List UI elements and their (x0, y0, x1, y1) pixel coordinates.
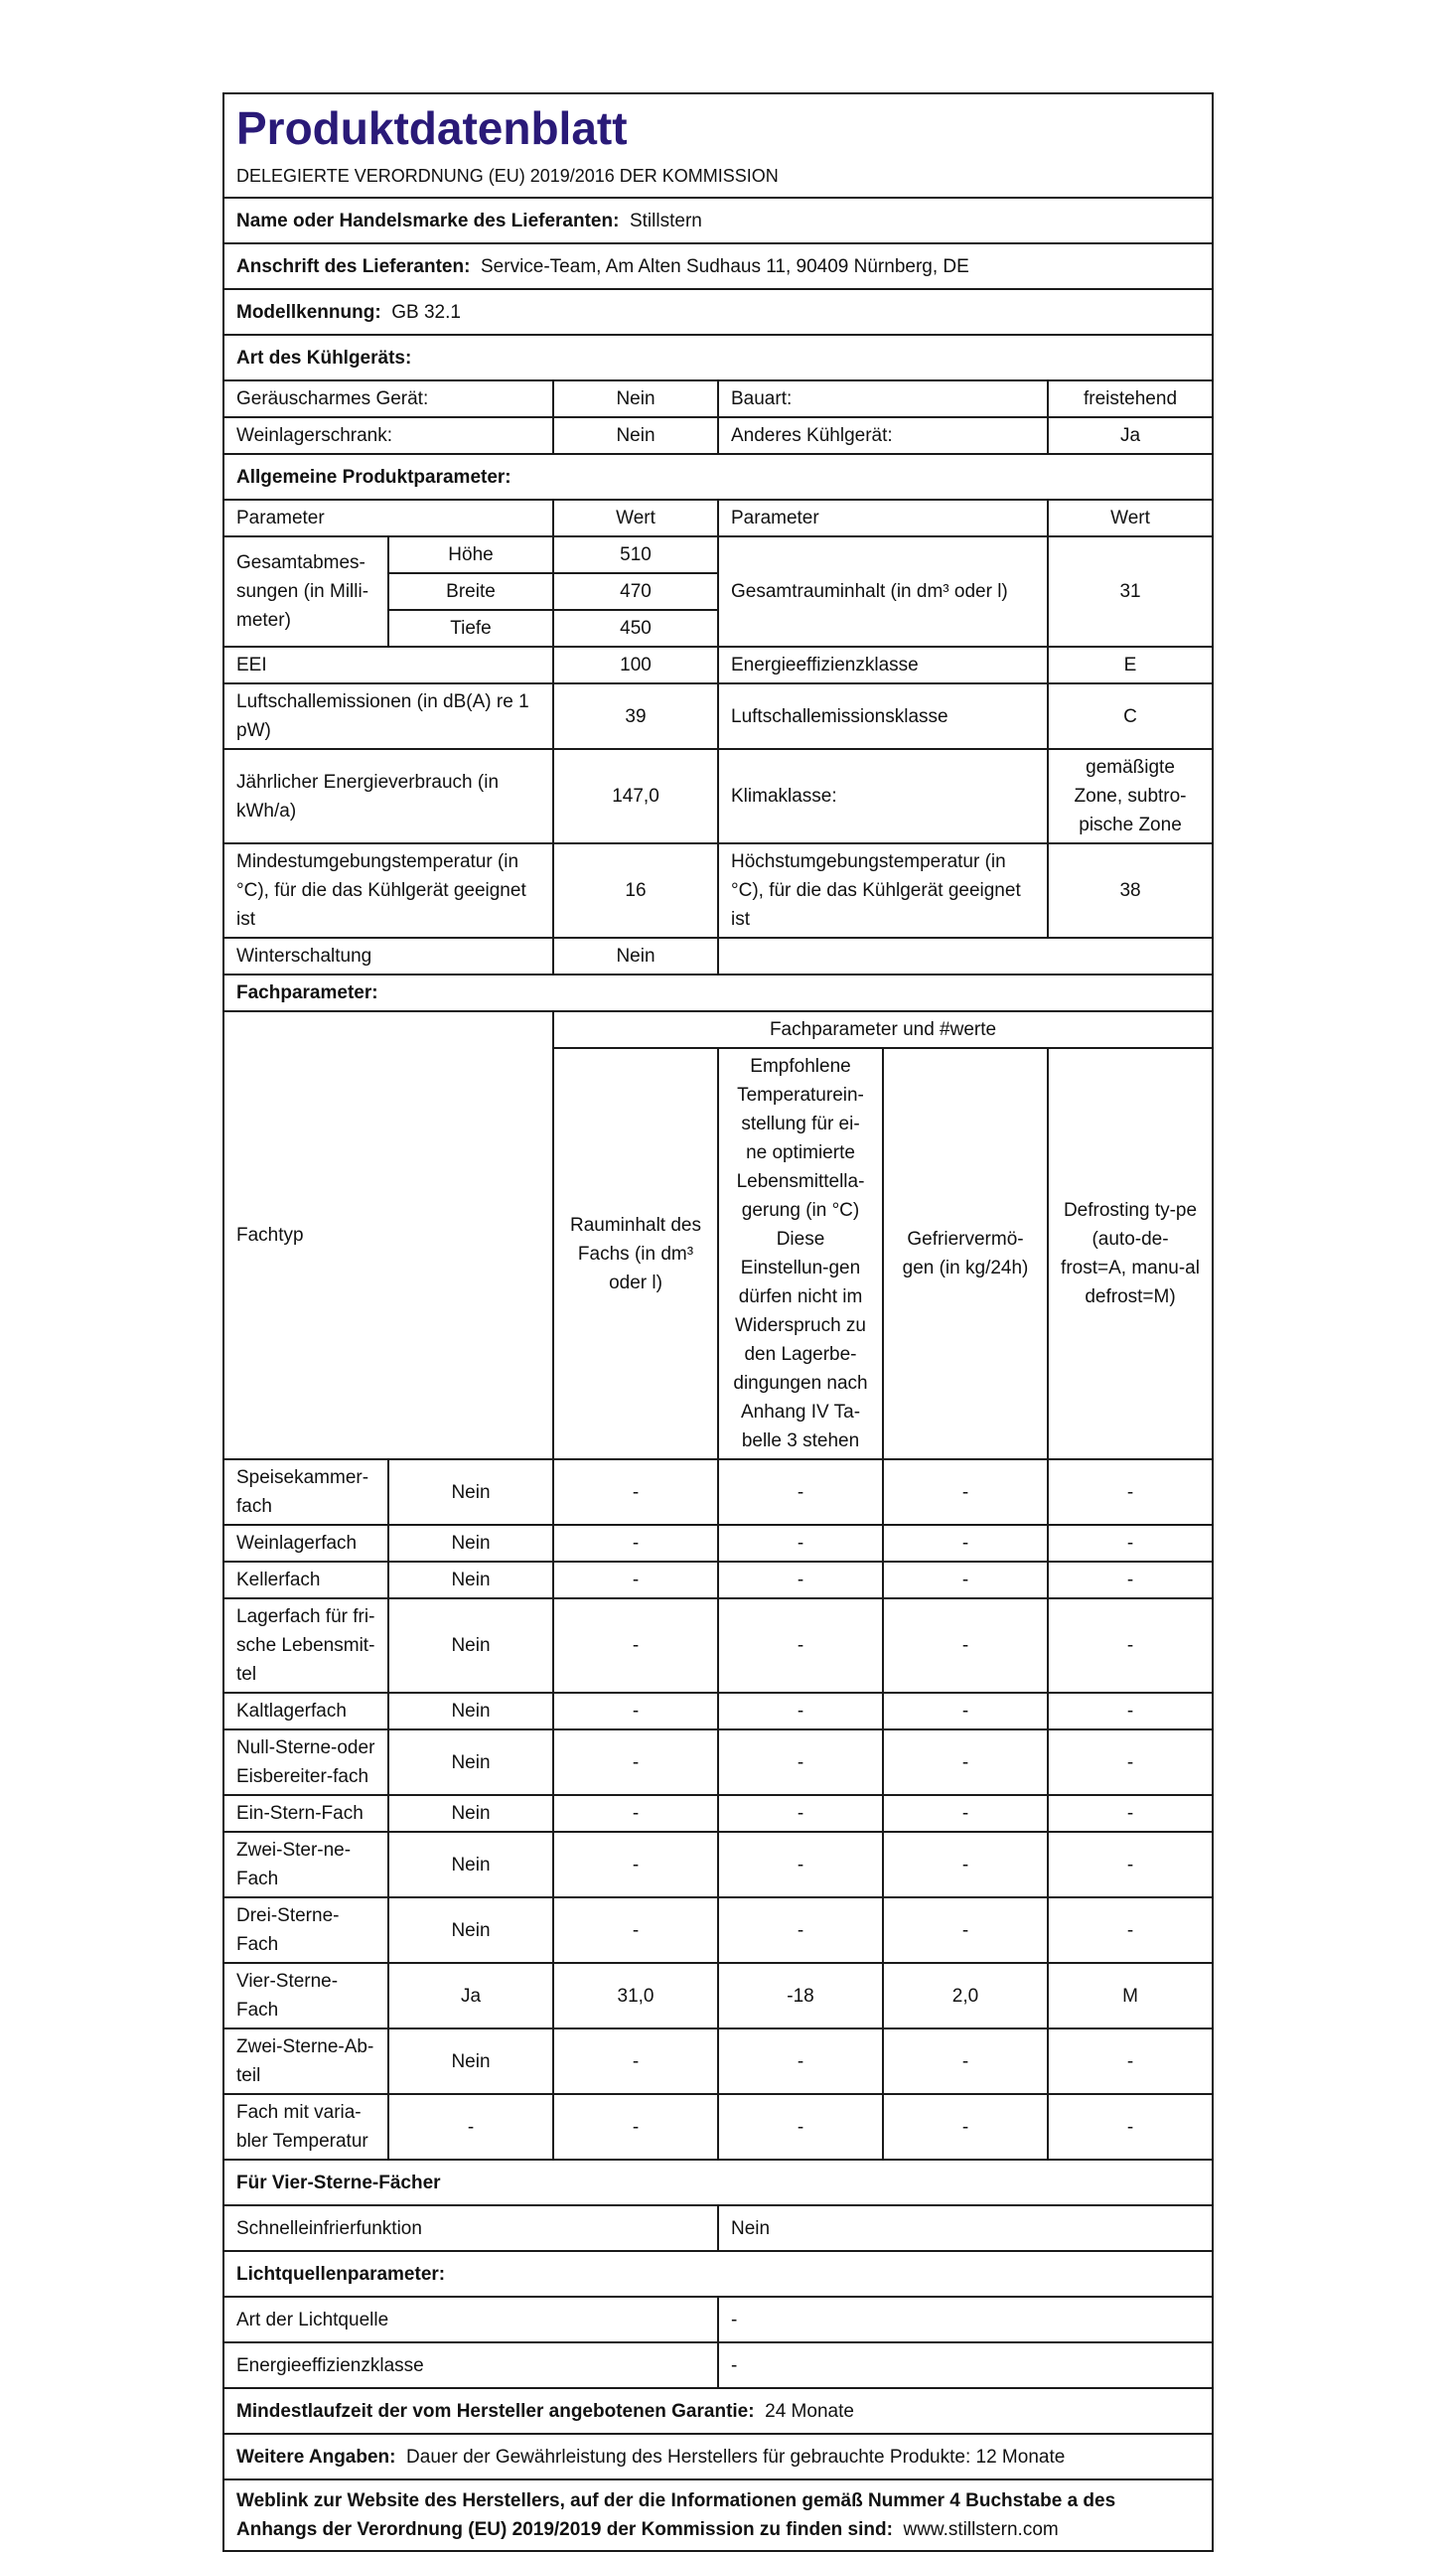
compartment-defrost: - (1048, 1897, 1213, 1963)
compartment-temp: - (718, 1897, 883, 1963)
weblink-value[interactable]: www.stillstern.com (903, 2519, 1059, 2540)
compartment-freeze: - (883, 1832, 1048, 1897)
dimension-value: 470 (553, 573, 718, 610)
compartment-temp-header: Empfohlene Temperaturein-stellung für ei-ne optimierte Lebensmittella-gerung (in °C) Diese Einstellun-gen dürfen nicht im Widerspruch zu den Lagerbe-dingungen nach Anhang IV Ta-belle 3 stehen (718, 1048, 883, 1459)
warranty-value: 24 Monate (765, 2400, 854, 2422)
compartment-temp: - (718, 1562, 883, 1598)
table-row (223, 749, 1213, 843)
compartment-section-row (223, 975, 1213, 1011)
table-header-row (223, 500, 1213, 536)
table-row (223, 1897, 1213, 1963)
compartment-name: Zwei-Ster-ne-Fach (223, 1832, 388, 1897)
table-row (223, 1598, 1213, 1693)
compartment-defrost: - (1048, 1598, 1213, 1693)
total-volume-label: Gesamtrauminhalt (in dm³ oder l) (718, 536, 1048, 647)
noise-emission-label: Luftschallemissionen (in dB(A) re 1 pW) (223, 683, 553, 749)
compartment-defrost: - (1048, 1729, 1213, 1795)
table-row (223, 1562, 1213, 1598)
compartment-params-heading: Fachparameter: (223, 975, 1213, 1011)
subtitle-row (223, 159, 1213, 198)
compartment-temp: - (718, 1693, 883, 1729)
compartment-volume: - (553, 1459, 718, 1525)
table-row (223, 1693, 1213, 1729)
light-class-label: Energieeffizienzklasse (223, 2342, 718, 2388)
min-ambient-temp-value: 16 (553, 843, 718, 938)
param-col-header: Parameter (718, 500, 1048, 536)
light-section-row (223, 2251, 1213, 2297)
page-title: Produktdatenblatt (223, 93, 1213, 159)
compartment-freeze: - (883, 1459, 1048, 1525)
compartment-defrost: - (1048, 1795, 1213, 1832)
table-row (223, 1525, 1213, 1562)
compartment-temp: - (718, 1795, 883, 1832)
compartment-name: Fach mit varia-bler Temperatur (223, 2094, 388, 2160)
appliance-type-section-row (223, 335, 1213, 380)
compartment-temp: - (718, 1729, 883, 1795)
compartment-temp: - (718, 1525, 883, 1562)
title-row (223, 93, 1213, 159)
noise-emission-value: 39 (553, 683, 718, 749)
supplier-name-value: Stillstern (629, 210, 702, 231)
wine-cabinet-label: Weinlagerschrank: (223, 417, 553, 454)
table-row (223, 843, 1213, 938)
compartment-defrost: M (1048, 1963, 1213, 2028)
compartment-name: Null-Sterne-oder Eisbereiter-fach (223, 1729, 388, 1795)
compartment-defrost: - (1048, 1459, 1213, 1525)
compartment-volume: - (553, 1562, 718, 1598)
product-data-sheet (222, 92, 1212, 2552)
compartment-present: Nein (388, 1598, 553, 1693)
compartment-temp: -18 (718, 1963, 883, 2028)
table-row (223, 2028, 1213, 2094)
compartment-defrost: - (1048, 1693, 1213, 1729)
light-params-heading: Lichtquellenparameter: (223, 2251, 1213, 2297)
compartment-present: Nein (388, 1897, 553, 1963)
annual-energy-value: 147,0 (553, 749, 718, 843)
compartment-freeze: - (883, 1729, 1048, 1795)
climate-class-label: Klimaklasse: (718, 749, 1048, 843)
supplier-name-row (223, 198, 1213, 243)
other-appliance-value: Ja (1048, 417, 1213, 454)
compartment-volume: - (553, 1832, 718, 1897)
value-col-header: Wert (1048, 500, 1213, 536)
low-noise-label: Geräuscharmes Gerät: (223, 380, 553, 417)
compartment-freeze: - (883, 1525, 1048, 1562)
compartment-name: Ein-Stern-Fach (223, 1795, 388, 1832)
table-row (223, 417, 1213, 454)
dimension-name: Tiefe (388, 610, 553, 647)
table-row (223, 380, 1213, 417)
compartment-present: - (388, 2094, 553, 2160)
compartment-present: Nein (388, 1562, 553, 1598)
compartment-temp: - (718, 2028, 883, 2094)
general-params-section-row (223, 454, 1213, 500)
compartment-name: Weinlagerfach (223, 1525, 388, 1562)
compartment-volume: - (553, 1897, 718, 1963)
compartment-volume: - (553, 2028, 718, 2094)
compartment-present: Nein (388, 1729, 553, 1795)
compartment-defrost: - (1048, 2028, 1213, 2094)
dimension-name: Breite (388, 573, 553, 610)
compartment-freeze: - (883, 1795, 1048, 1832)
compartment-group-header: Fachparameter und #werte (553, 1011, 1213, 1048)
design-type-label: Bauart: (718, 380, 1048, 417)
min-ambient-temp-label: Mindestumgebungstemperatur (in °C), für die das Kühlgerät geeignet ist (223, 843, 553, 938)
compartment-volume-header: Rauminhalt des Fachs (in dm³ oder l) (553, 1048, 718, 1459)
compartment-type-header: Fachtyp (223, 1011, 553, 1459)
compartment-volume: - (553, 1598, 718, 1693)
table-row (223, 938, 1213, 975)
compartment-present: Nein (388, 1459, 553, 1525)
value-col-header: Wert (553, 500, 718, 536)
compartment-name: Vier-Sterne-Fach (223, 1963, 388, 2028)
weblink-label: Weblink zur Website des Herstellers, auf der die Informationen gemäß Nummer 4 Buchstabe a des Anhangs der Verordnung (EU) 2019/2019 der Kommission zu finden sind: (236, 2490, 1116, 2540)
weblink-row (223, 2479, 1213, 2551)
compartment-temp: - (718, 1832, 883, 1897)
compartment-defrost-header: Defrosting ty-pe (auto-de-frost=A, manu-al defrost=M) (1048, 1048, 1213, 1459)
compartment-present: Nein (388, 1525, 553, 1562)
warranty-label: Mindestlaufzeit der vom Hersteller angebotenen Garantie: (236, 2400, 755, 2422)
light-type-value: - (718, 2297, 1213, 2342)
compartment-present: Ja (388, 1963, 553, 2028)
energy-class-label: Energieeffizienzklasse (718, 647, 1048, 683)
quick-freeze-value: Nein (718, 2205, 1213, 2251)
further-info-label: Weitere Angaben: (236, 2446, 396, 2468)
compartment-temp: - (718, 1598, 883, 1693)
climate-class-value: gemäßigte Zone, subtro-pische Zone (1048, 749, 1213, 843)
compartment-freeze: - (883, 2094, 1048, 2160)
compartment-freeze-header: Gefriervermö-gen (in kg/24h) (883, 1048, 1048, 1459)
table-row (223, 1832, 1213, 1897)
data-sheet-table (222, 92, 1214, 2552)
wine-cabinet-value: Nein (553, 417, 718, 454)
eei-value: 100 (553, 647, 718, 683)
model-label: Modellkennung: (236, 301, 381, 323)
compartment-volume: - (553, 1795, 718, 1832)
winter-mode-value: Nein (553, 938, 718, 975)
low-noise-value: Nein (553, 380, 718, 417)
compartment-present: Nein (388, 2028, 553, 2094)
empty-cell (718, 938, 1213, 975)
table-row (223, 1459, 1213, 1525)
supplier-name-label: Name oder Handelsmarke des Lieferanten: (236, 210, 620, 231)
noise-class-label: Luftschallemissionsklasse (718, 683, 1048, 749)
table-row (223, 1963, 1213, 2028)
compartment-volume: 31,0 (553, 1963, 718, 2028)
eei-label: EEI (223, 647, 553, 683)
compartment-temp: - (718, 2094, 883, 2160)
supplier-address-label: Anschrift des Lieferanten: (236, 255, 471, 277)
compartment-name: Kaltlagerfach (223, 1693, 388, 1729)
supplier-address-value: Service-Team, Am Alten Sudhaus 11, 90409 Nürnberg, DE (481, 255, 969, 277)
model-row (223, 289, 1213, 335)
compartment-group-header-row (223, 1011, 1213, 1048)
table-row (223, 1729, 1213, 1795)
compartment-freeze: - (883, 1598, 1048, 1693)
compartment-rows (223, 1459, 1213, 2160)
max-ambient-temp-label: Höchstumgebungstemperatur (in °C), für die das Kühlgerät geeignet ist (718, 843, 1048, 938)
compartment-temp: - (718, 1459, 883, 1525)
winter-mode-label: Winterschaltung (223, 938, 553, 975)
compartment-freeze: 2,0 (883, 1963, 1048, 2028)
compartment-defrost: - (1048, 1525, 1213, 1562)
noise-class-value: C (1048, 683, 1213, 749)
compartment-present: Nein (388, 1832, 553, 1897)
compartment-freeze: - (883, 1693, 1048, 1729)
max-ambient-temp-value: 38 (1048, 843, 1213, 938)
compartment-volume: - (553, 1729, 718, 1795)
table-row (223, 2297, 1213, 2342)
compartment-defrost: - (1048, 2094, 1213, 2160)
appliance-type-heading: Art des Kühlgeräts: (223, 335, 1213, 380)
light-type-label: Art der Lichtquelle (223, 2297, 718, 2342)
compartment-name: Speisekammer-fach (223, 1459, 388, 1525)
further-info-row (223, 2434, 1213, 2479)
dimension-name: Höhe (388, 536, 553, 573)
compartment-freeze: - (883, 2028, 1048, 2094)
supplier-address-row (223, 243, 1213, 289)
regulation-subtitle: DELEGIERTE VERORDNUNG (EU) 2019/2016 DER KOMMISSION (223, 159, 1213, 198)
param-col-header: Parameter (223, 500, 553, 536)
compartment-volume: - (553, 1525, 718, 1562)
other-appliance-label: Anderes Kühlgerät: (718, 417, 1048, 454)
compartment-name: Kellerfach (223, 1562, 388, 1598)
table-row (223, 2205, 1213, 2251)
design-type-value: freistehend (1048, 380, 1213, 417)
dimension-row-height (223, 536, 1213, 573)
table-row (223, 1795, 1213, 1832)
total-volume-value: 31 (1048, 536, 1213, 647)
further-info-value: Dauer der Gewährleistung des Herstellers für gebrauchte Produkte: 12 Monate (406, 2446, 1066, 2468)
compartment-defrost: - (1048, 1562, 1213, 1598)
compartment-defrost: - (1048, 1832, 1213, 1897)
compartment-freeze: - (883, 1897, 1048, 1963)
compartment-name: Lagerfach für fri-sche Lebensmit-tel (223, 1598, 388, 1693)
compartment-freeze: - (883, 1562, 1048, 1598)
quick-freeze-label: Schnelleinfrierfunktion (223, 2205, 718, 2251)
compartment-volume: - (553, 2094, 718, 2160)
four-star-section-row (223, 2160, 1213, 2205)
dimensions-label: Gesamtabmes- sungen (in Milli- meter) (223, 536, 388, 647)
dimension-value: 450 (553, 610, 718, 647)
compartment-present: Nein (388, 1693, 553, 1729)
annual-energy-label: Jährlicher Energieverbrauch (in kWh/a) (223, 749, 553, 843)
dimension-value: 510 (553, 536, 718, 573)
general-params-heading: Allgemeine Produktparameter: (223, 454, 1213, 500)
compartment-present: Nein (388, 1795, 553, 1832)
light-class-value: - (718, 2342, 1213, 2388)
table-row (223, 647, 1213, 683)
compartment-volume: - (553, 1693, 718, 1729)
table-row (223, 683, 1213, 749)
model-value: GB 32.1 (391, 301, 461, 323)
table-row (223, 2342, 1213, 2388)
energy-class-value: E (1048, 647, 1213, 683)
table-row (223, 2094, 1213, 2160)
four-star-heading: Für Vier-Sterne-Fächer (223, 2160, 1213, 2205)
warranty-row (223, 2388, 1213, 2434)
compartment-name: Zwei-Sterne-Ab-teil (223, 2028, 388, 2094)
compartment-name: Drei-Sterne-Fach (223, 1897, 388, 1963)
